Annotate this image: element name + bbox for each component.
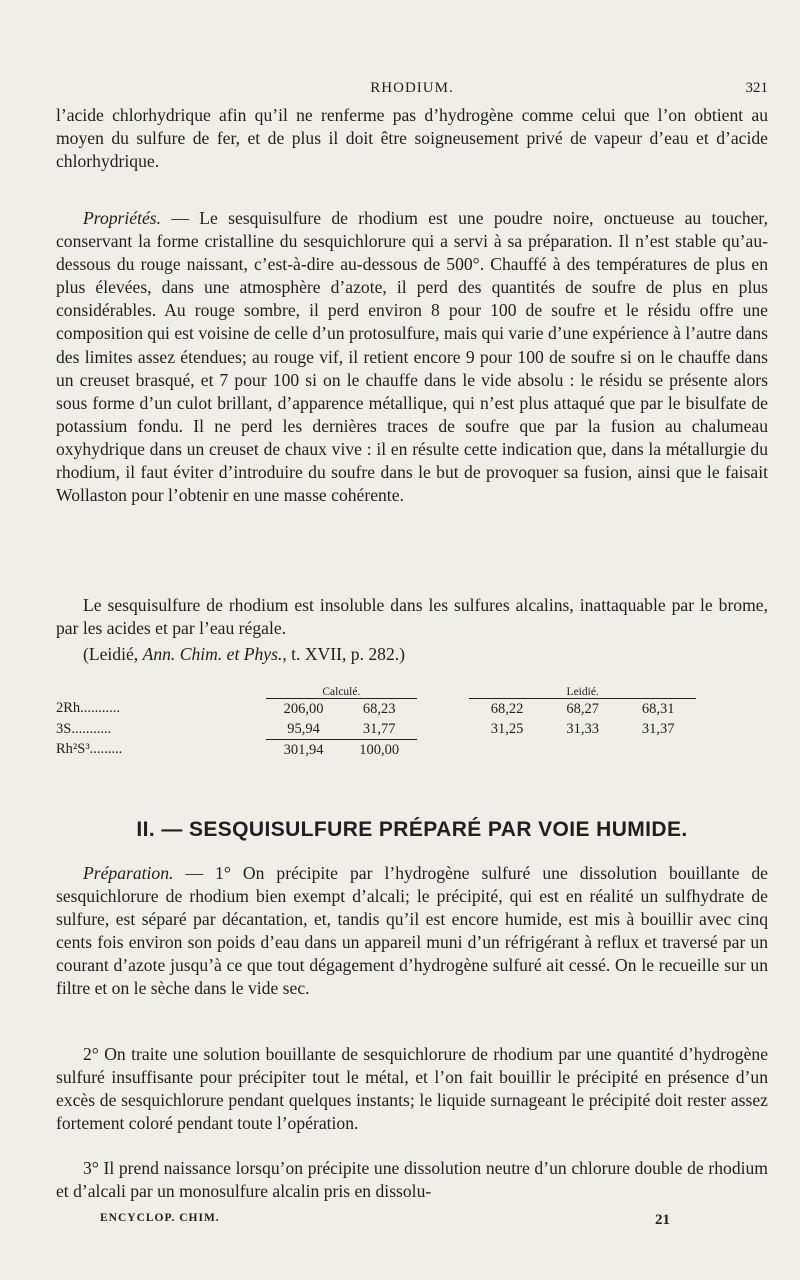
cell-value: 301,94 <box>266 740 342 761</box>
cell-value: 31,33 <box>566 720 599 737</box>
row-label: Rh²S³......... <box>56 741 123 758</box>
footer-left: ENCYCLOP. CHIM. <box>100 1212 220 1224</box>
table-row <box>56 699 696 720</box>
page-footer <box>100 1212 670 1234</box>
cell-value: 68,22 <box>490 700 524 717</box>
header-leidie: Leidié. <box>469 676 696 699</box>
properties-lead: Propriétés. <box>83 208 162 228</box>
paragraph-preparation <box>56 862 768 1001</box>
section-title: II. — SESQUISULFURE PRÉPARÉ PAR VOIE HUMIDE. <box>136 818 688 841</box>
citation <box>56 643 768 666</box>
table-header-row <box>56 676 696 699</box>
paragraph-insolubility <box>56 594 768 640</box>
citation-open: (Leidié, <box>83 644 143 664</box>
paragraph-intro <box>56 104 768 173</box>
page-header <box>56 80 768 102</box>
paragraph-properties <box>56 207 768 507</box>
cell-value: 68,23 <box>362 700 396 717</box>
preparation-text: — 1° On précipite par l’hydrogène sulfuré une dissolution bouillante de sesquichlorure de rhodium bien exempt d’alcali; le précipité, qui est en réalité un sulfhydrate de sulfure, est séparé par décantation, et, tandis qu’il est encore humide, est mis à bouillir avec cinq cents fois environ son poids d’eau dans un appareil muni d’un réfrigérant à reflux et traversé par un courant d’azote jusqu’à ce que tout dégagement d’hydrogène sulfuré ait cessé. On le recueille sur un filtre et on le sèche dans le vide sec. <box>56 863 768 999</box>
analysis-table <box>56 676 696 760</box>
cell-value: 100,00 <box>341 740 417 761</box>
preparation-lead: Préparation. <box>83 863 174 883</box>
signature-mark: 21 <box>655 1212 670 1228</box>
cell-value: 68,31 <box>641 700 675 717</box>
page-number: 321 <box>745 80 768 96</box>
paragraph-method-2 <box>56 1043 768 1135</box>
cell-value: 31,37 <box>641 720 675 737</box>
properties-text: — Le sesquisulfure de rhodium est une poudre noire, onctueuse au toucher, conservant la forme cristalline du sesquichlorure qui a servi à sa préparation. Il n’est stable qu’au-dessous du rouge naissant, c’est-à-dire au-dessous de 500°. Chauffé à des températures de plus en plus élevées, dans une atmosphère d’azote, il perd des quantités de soufre de plus en plus considérables. Au rouge sombre, il perd environ 8 pour 100 de soufre et le résidu offre une composition qui est voisine de celle d’un protosulfure, mais qui varie d’une expérience à l’autre dans des limites assez étendues; au rouge vif, il retient encore 9 pour 100 de soufre si on le chauffe dans un creuset brasqué, et 7 pour 100 si on le chauffe dans le vide absolu : le résidu se présente alors sous forme d’un culot brillant, d’apparence métallique, qui n’est plus attaqué que par le bisulfate de potassium fondu. Il ne perd les dernières traces de soufre que par la fusion au chalumeau oxyhydrique dans un creuset de chaux vive : il en résulte cette indication que, dans la métallurgie du rhodium, il faut éviter d’introduire du soufre dans le but de provoquer sa fusion, ainsi que le faisait Wollaston pour l’obtenir en une masse cohérente. <box>56 208 768 506</box>
header-calcule: Calculé. <box>266 676 417 699</box>
cell-value: 95,94 <box>287 720 320 737</box>
citation-journal: Ann. Chim. et Phys. <box>142 644 283 664</box>
cell-value: 206,00 <box>283 700 324 717</box>
row-label: 2Rh........... <box>56 700 121 717</box>
method-2-text: 2° On traite une solution bouillante de sesquichlorure de rhodium par une quantité d’hydrogène sulfuré insuffisante pour précipiter tout le métal, et l’on fait bouillir le précipité en présence d’un excès de sesquichlorure pendant quelques instants; le liquide surnageant le précipité doit rester assez fortement coloré pendant toute l’opération. <box>56 1044 768 1134</box>
cell-value: 31,25 <box>490 720 524 737</box>
paragraph-text: l’acide chlorhydrique afin qu’il ne renferme pas d’hydrogène comme celui que l’on obtient au moyen du sulfure de fer, et de plus il doit être soigneusement privé de vapeur d’eau et d’acide chlorhydrique. <box>56 105 768 172</box>
insolubility-text: Le sesquisulfure de rhodium est insoluble dans les sulfures alcalins, inattaquable par le brome, par les acides et par l’eau régale. <box>56 595 768 639</box>
running-head: RHODIUM. <box>370 80 454 96</box>
cell-value: 31,77 <box>362 720 396 737</box>
row-label: 3S........... <box>56 720 112 737</box>
cell-value: 68,27 <box>566 700 599 717</box>
table-row <box>56 719 696 740</box>
citation-close: , t. XVII, p. 282.) <box>282 644 406 664</box>
method-3-text: 3° Il prend naissance lorsqu’on précipite une dissolution neutre d’un chlorure double de rhodium et d’alcali par un monosulfure alcalin pris en dissolu- <box>56 1158 768 1202</box>
table-row-total <box>56 740 696 761</box>
paragraph-method-3 <box>56 1157 768 1203</box>
